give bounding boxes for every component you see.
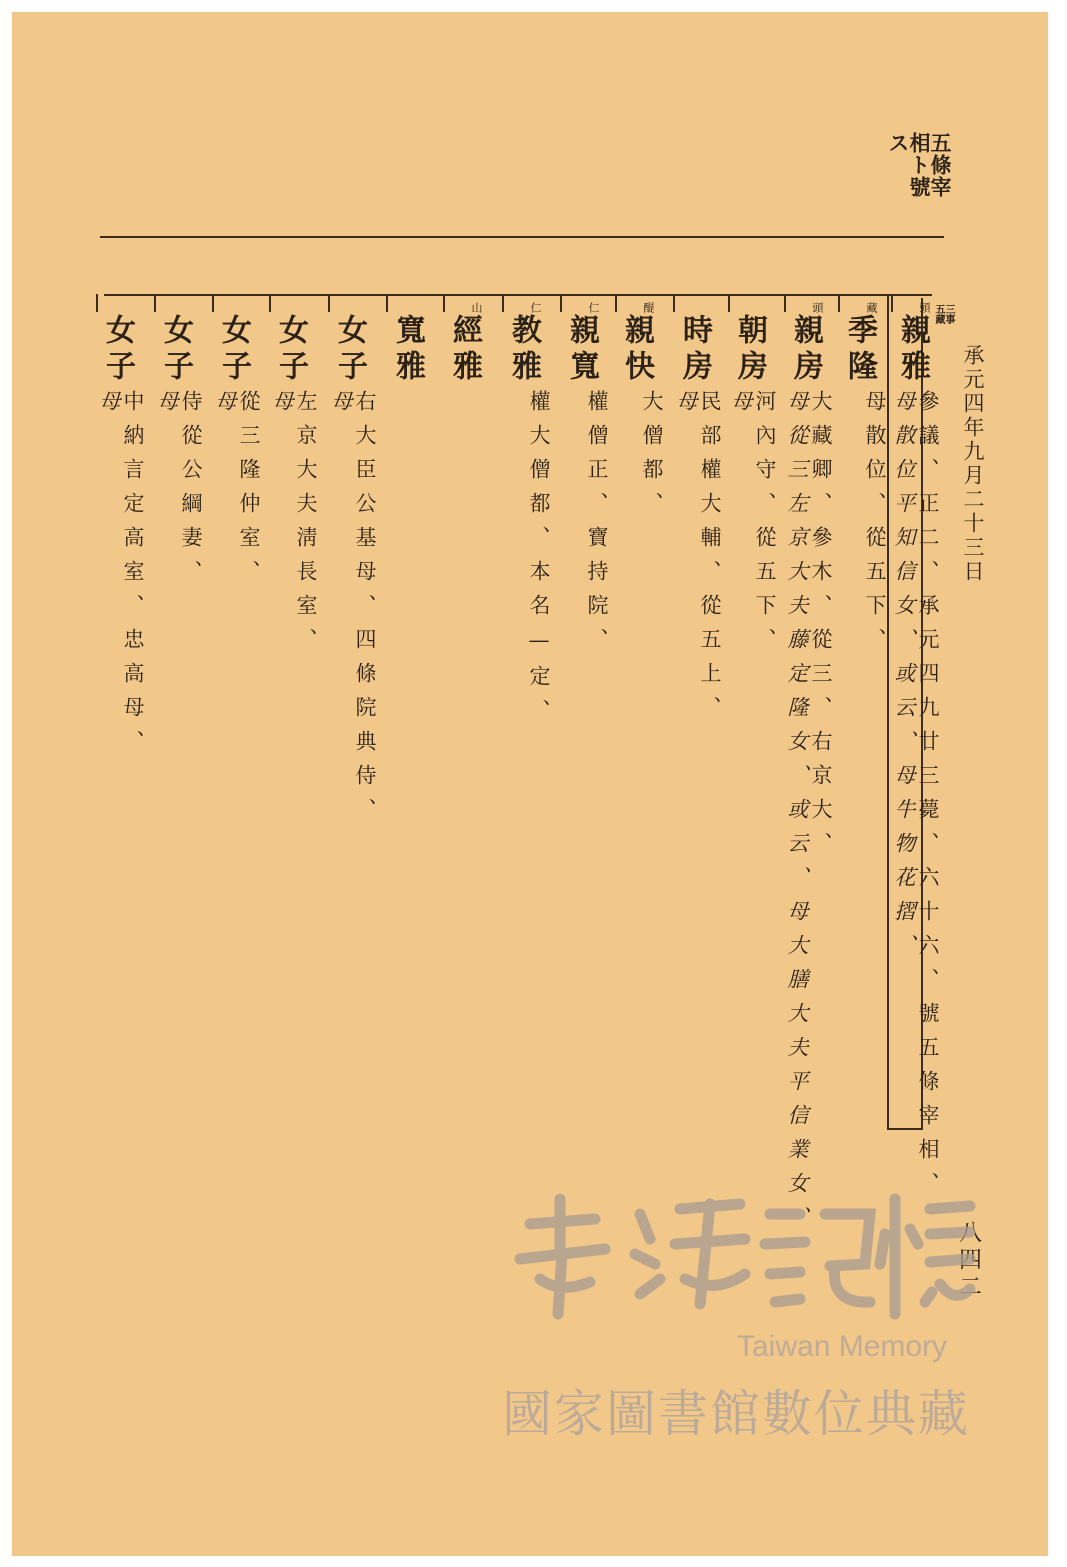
mother-line: 母從三左京大夫藤定隆女、或云、母大膳大夫平信業女、 xyxy=(785,390,809,1240)
bracket-tick xyxy=(784,294,786,312)
description-line: 母散位、從五下、 xyxy=(863,390,887,662)
bracket-tick xyxy=(891,294,893,312)
mother-line: 母 xyxy=(270,390,294,424)
person-name: 季隆 xyxy=(842,314,877,386)
description-line: 民部權大輔、從五上、 xyxy=(698,390,722,730)
description-line: 參議、正二、承元四九廿三薨、六十六、號五條宰相、 xyxy=(916,390,940,1206)
person-name: 經雅 xyxy=(447,314,482,386)
description-line: 右大臣公基母、四條院典侍、 xyxy=(353,390,377,832)
person-name: 女子 xyxy=(216,314,251,386)
mother-line: 母 xyxy=(329,390,353,424)
bracket-tick xyxy=(560,294,562,312)
bracket-tick xyxy=(328,294,330,312)
watermark-english: Taiwan Memory xyxy=(737,1330,948,1363)
heading-mark: 醍 xyxy=(642,302,655,313)
page-number: 八四二 xyxy=(955,1220,981,1301)
person-name: 朝房 xyxy=(732,314,767,386)
description-line: 侍從公綱妻、 xyxy=(179,390,203,594)
bracket-tick xyxy=(615,294,617,312)
description-line: 中納言定高室、忠高母、 xyxy=(121,390,145,764)
description-line: 左京大夫淸長室、 xyxy=(294,390,318,662)
bracket-tick xyxy=(443,294,445,312)
heading-mark: 山 xyxy=(470,302,483,313)
description-line: 權僧正、寶持院、 xyxy=(585,390,609,662)
bracket-tick xyxy=(502,294,504,312)
bracket-tick xyxy=(838,294,840,312)
description-line: 河內守、從五下、 xyxy=(753,390,777,662)
person-name: 女子 xyxy=(332,314,367,386)
genealogy-bracket xyxy=(104,294,932,296)
mother-line: 母 xyxy=(729,390,753,424)
bracket-tick xyxy=(212,294,214,312)
bracket-tick xyxy=(386,294,388,312)
person-name: 女子 xyxy=(158,314,193,386)
person-name: 親房 xyxy=(788,314,823,386)
heading-mark: 藏 xyxy=(865,302,878,313)
bracket-tick xyxy=(728,294,730,312)
office-marks: 三事五藏 xyxy=(933,304,954,324)
description-line: 從三隆仲室、 xyxy=(237,390,261,594)
mother-line: 母散位平知信女、或云、母牛物花摺、 xyxy=(892,390,916,968)
heading-mark: 頭 xyxy=(811,302,824,313)
date-line: 承元四年九月二十三日 xyxy=(961,344,985,584)
person-name: 女子 xyxy=(100,314,135,386)
document-page xyxy=(12,12,1048,1556)
person-name: 親雅 xyxy=(895,314,930,386)
person-name: 教雅 xyxy=(506,314,541,386)
bracket-tick xyxy=(269,294,271,312)
heading-mark: 頭 xyxy=(918,302,931,313)
heading-mark: 仁 xyxy=(587,302,600,313)
bracket-tick xyxy=(96,294,98,312)
mother-line: 母 xyxy=(674,390,698,424)
bracket-tick xyxy=(154,294,156,312)
top-rule xyxy=(100,236,944,238)
heading-mark: 仁 xyxy=(529,302,542,313)
watermark-calligraphy-logo xyxy=(500,1184,980,1324)
person-name: 寬雅 xyxy=(390,314,425,386)
mother-line: 母 xyxy=(155,390,179,424)
description-line: 大藏卿、參木、從三、右京大、 xyxy=(809,390,833,866)
description-line: 大僧都、 xyxy=(640,390,664,526)
entry-box-left xyxy=(887,294,889,1129)
mother-line: 母 xyxy=(213,390,237,424)
mother-line: 母 xyxy=(97,390,121,424)
person-name: 女子 xyxy=(273,314,308,386)
person-name: 時房 xyxy=(677,314,712,386)
bracket-tick xyxy=(673,294,675,312)
watermark-chinese: 國家圖書館數位典藏 xyxy=(502,1386,970,1442)
person-name: 親寬 xyxy=(564,314,599,386)
header-note: 五條宰相ト號ス xyxy=(886,132,953,198)
person-name: 親快 xyxy=(619,314,654,386)
description-line: 權大僧都、本名—定、 xyxy=(527,390,551,733)
